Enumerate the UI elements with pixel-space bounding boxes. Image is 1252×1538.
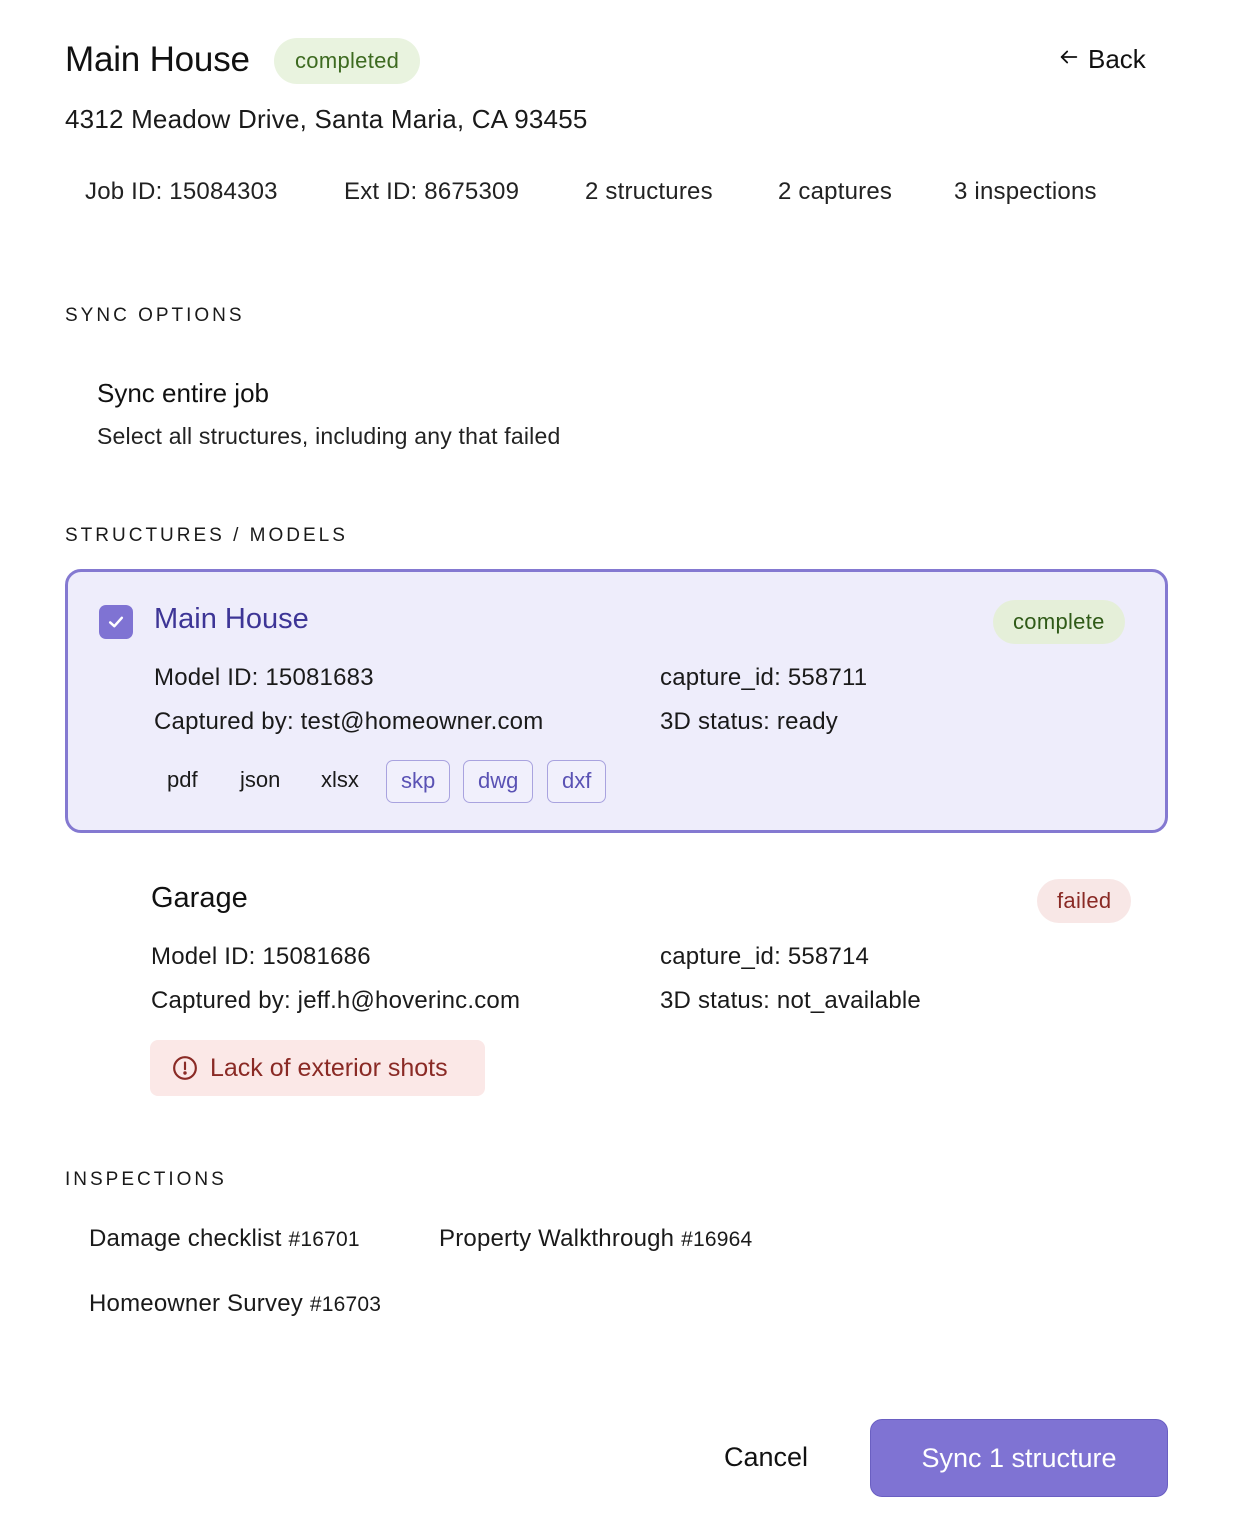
format-pdf[interactable]: pdf — [167, 767, 198, 792]
arrow-left-icon — [1058, 44, 1080, 75]
inspection-number: #16701 — [288, 1228, 360, 1251]
structure-status-badge: failed — [1037, 879, 1131, 923]
format-json[interactable]: json — [240, 767, 281, 792]
3d-status: 3D status: ready — [660, 708, 838, 735]
structure-name: Main House — [154, 603, 309, 635]
captured-by: Captured by: test@homeowner.com — [154, 708, 544, 735]
capture-id: capture_id: 558711 — [660, 664, 868, 691]
captures-count: 2 captures — [778, 178, 893, 205]
structure-status-badge: complete — [993, 600, 1125, 644]
sync-options-heading: SYNC OPTIONS — [65, 305, 245, 326]
sync-entire-job-option[interactable]: Sync entire job — [97, 378, 269, 408]
sync-button[interactable]: Sync 1 structure — [870, 1419, 1168, 1497]
inspection-item[interactable] — [89, 1290, 381, 1318]
format-xlsx[interactable]: xlsx — [321, 767, 359, 792]
alert-circle-icon — [172, 1055, 198, 1081]
error-message — [150, 1040, 485, 1096]
error-text: Lack of exterior shots — [210, 1053, 448, 1082]
inspections-heading: INSPECTIONS — [65, 1169, 227, 1190]
back-label: Back — [1088, 44, 1146, 74]
ext-id: Ext ID: 8675309 — [344, 178, 520, 205]
structures-count: 2 structures — [585, 178, 713, 205]
model-id: Model ID: 15081683 — [154, 664, 374, 691]
sync-entire-job-description: Select all structures, including any that failed — [97, 423, 561, 449]
cancel-button[interactable]: Cancel — [724, 1442, 809, 1472]
3d-status: 3D status: not_available — [660, 987, 921, 1014]
inspection-item[interactable] — [89, 1225, 360, 1253]
format-dwg[interactable]: dwg — [463, 760, 533, 803]
inspection-name: Damage checklist — [89, 1225, 282, 1252]
check-icon — [106, 612, 126, 632]
capture-id: capture_id: 558714 — [660, 943, 870, 970]
status-badge: completed — [274, 38, 420, 84]
job-id: Job ID: 15084303 — [85, 178, 278, 205]
page-title: Main House — [65, 40, 250, 79]
structure-checkbox[interactable] — [99, 605, 133, 639]
format-skp[interactable]: skp — [386, 760, 450, 803]
inspection-number: #16703 — [309, 1293, 382, 1316]
inspections-count: 3 inspections — [954, 178, 1097, 205]
inspection-name: Homeowner Survey — [89, 1290, 303, 1317]
structures-heading: STRUCTURES / MODELS — [65, 525, 348, 546]
model-id: Model ID: 15081686 — [151, 943, 371, 970]
structure-name: Garage — [151, 882, 248, 914]
format-dxf[interactable]: dxf — [547, 760, 606, 803]
job-address: 4312 Meadow Drive, Santa Maria, CA 93455 — [65, 104, 588, 134]
captured-by: Captured by: jeff.h@hoverinc.com — [151, 987, 521, 1014]
back-button[interactable] — [1058, 44, 1146, 75]
inspection-name: Property Walkthrough — [439, 1225, 675, 1252]
inspection-number: #16964 — [681, 1228, 753, 1251]
inspection-item[interactable] — [439, 1225, 752, 1253]
